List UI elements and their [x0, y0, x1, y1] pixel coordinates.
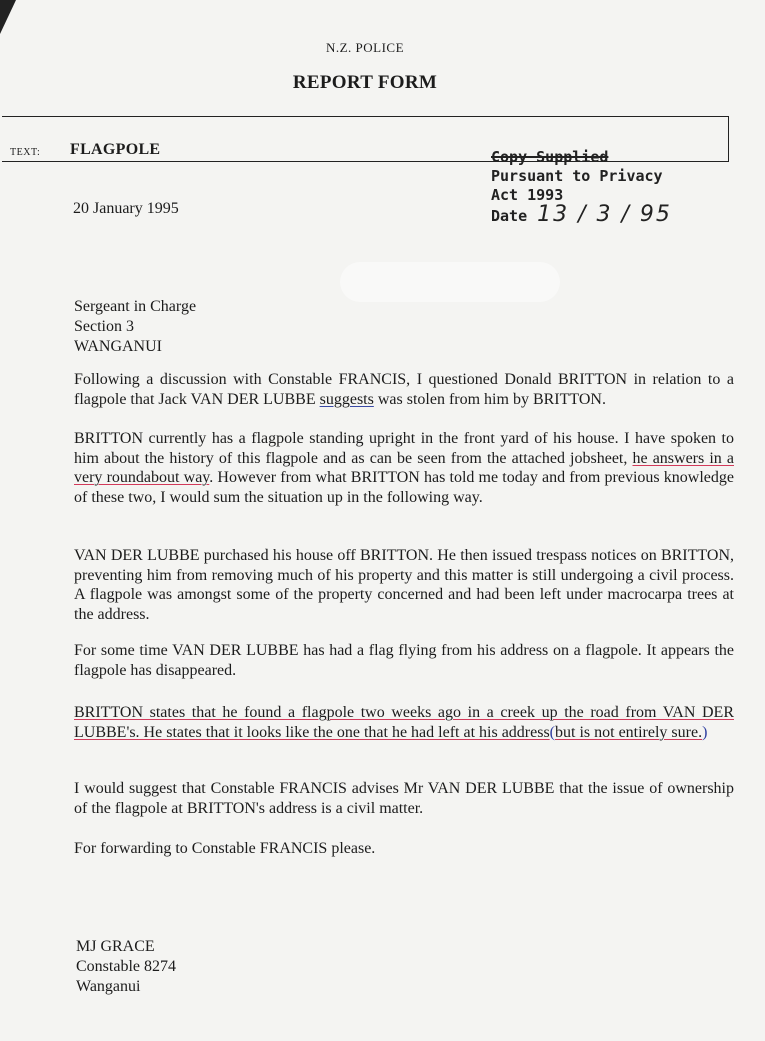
agency-name: N.Z. POLICE — [325, 40, 405, 55]
paragraph-7: For forwarding to Constable FRANCIS please. — [74, 840, 376, 857]
paragraph-3: VAN DER LUBBE purchased his house off BRITTON. He then issued trespass notices on BRITTON, preventing him from removing much of his property and this matter is still undergoing a civil process. A flagpole was amongst some of the property concerned and had been left under macrocarpa trees at the address. — [74, 547, 734, 623]
underlined-roundabout: he answers in a very roundabout way — [74, 449, 734, 486]
paragraph-5-underlined: BRITTON states that he found a flagpole two weeks ago in a creek up the road from VAN DER LUBBE's. He states that it looks like the one that he had left at his address — [74, 704, 734, 741]
stamp-line-1: Copy Supplied — [491, 148, 609, 166]
report-date: 20 January 1995 — [73, 200, 179, 217]
addressee-line-1: Sergeant in Charge — [74, 298, 197, 315]
signature-title: Constable 8274 — [76, 958, 176, 975]
form-title: REPORT FORM — [292, 72, 438, 93]
paragraph-2 — [74, 429, 734, 507]
paragraph-6: I would suggest that Constable FRANCIS advises Mr VAN DER LUBBE that the issue of ownership of the flagpole at BRITTON's address is a civil matter. — [74, 780, 734, 817]
paragraph-5 — [74, 703, 734, 742]
paragraph-1-text-a: Following a discussion with Constable FRANCIS, I questioned Donald BRITTON in relation to a flagpole that Jack VAN DER LUBBE — [74, 371, 734, 408]
subject-label: TEXT: — [10, 147, 41, 158]
paragraph-2-text-a: BRITTON currently has a flagpole standing upright in the front yard of his house. I have spoken to him about the history of this flagpole and as can be seen from the attached jobsheet, — [74, 430, 734, 467]
paragraph-1-text-b: was stolen from him by BRITTON. — [373, 390, 606, 408]
addressee-block — [74, 297, 196, 357]
stamp-date-handwritten: 13 / 3 / 95 — [537, 202, 672, 227]
privacy-stamp — [491, 148, 672, 226]
addressee-line-3: WANGANUI — [74, 338, 162, 355]
stamp-line-3: Act 1993 — [491, 186, 564, 204]
underlined-suggests: suggests — [319, 390, 374, 408]
signature-name: MJ GRACE — [76, 938, 155, 955]
stamp-date-row — [491, 202, 672, 227]
signature-block — [76, 937, 176, 997]
stamp-date-label: Date — [491, 207, 528, 225]
stamp-line-2: Pursuant to Privacy — [491, 167, 663, 185]
signature-location: Wanganui — [76, 978, 141, 995]
paper-smudge — [340, 262, 560, 302]
handwritten-bracket-open: ( — [549, 723, 555, 741]
paragraph-1 — [74, 370, 734, 409]
subject-value: FLAGPOLE — [70, 141, 161, 158]
handwritten-bracket-close: ) — [702, 723, 708, 741]
paragraph-4: For some time VAN DER LUBBE has had a flag flying from his address on a flagpole. It appears the flagpole has disappeared. — [74, 642, 734, 679]
paragraph-5-tail: but is not entirely sure. — [555, 723, 703, 741]
addressee-line-2: Section 3 — [74, 318, 134, 335]
paragraph-2-text-b: . However from what BRITTON has told me today and from previous knowledge of these two, I would sum the situation up in the following way. — [74, 469, 735, 506]
scan-corner-mark — [0, 0, 16, 34]
